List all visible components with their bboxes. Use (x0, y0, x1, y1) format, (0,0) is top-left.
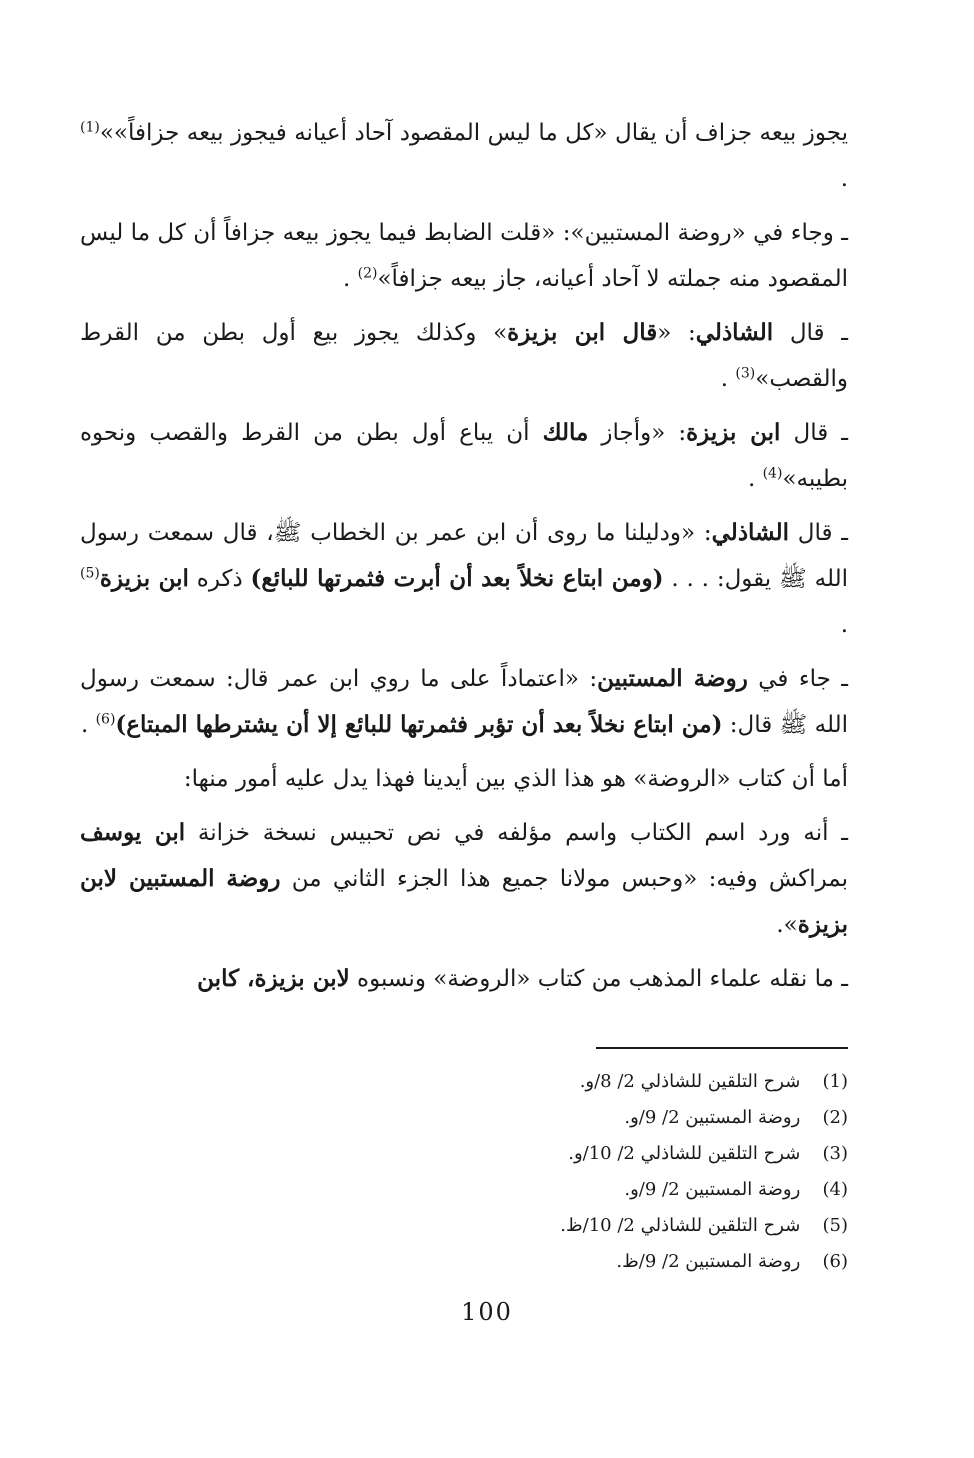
bold-text: مالك (542, 419, 589, 446)
punctuation: . (747, 466, 763, 492)
footnote-separator (596, 1047, 848, 1049)
footnote-text: شرح التلقين للشاذلي 2/ 10/و. (568, 1143, 806, 1164)
footnote-text: شرح التلقين للشاذلي 2/ 8/و. (579, 1071, 806, 1092)
footnote-ref[interactable]: (5) (80, 565, 100, 582)
paragraph (80, 310, 848, 402)
footnote-text: روضة المستبين 2/ 9/و. (624, 1107, 806, 1128)
text-run: أما أن كتاب «الروضة» هو هذا الذي بين أيدينا فهذا يدل عليه أمور منها: (183, 766, 848, 792)
footnote-number: (2) (822, 1107, 848, 1128)
footnote-text: روضة المستبين 2/ 9/ظ. (616, 1251, 806, 1272)
bold-text: (ومن ابتاع نخلاً بعد أن أبرت فثمرتها للبائع) (250, 565, 664, 592)
text-run: ـ جاء في (747, 666, 848, 692)
footnote-number: (4) (822, 1179, 848, 1200)
main-text (80, 110, 848, 1010)
footnote-item (400, 1208, 848, 1244)
bold-text: قال ابن بزيزة (507, 319, 658, 346)
text-run: : «وأجاز (588, 420, 687, 446)
text-run: ـ قال (773, 320, 848, 346)
punctuation: . (840, 612, 848, 638)
text-run: » وكذلك يجوز بيع أول بطن من القرط والقصب» (80, 320, 848, 392)
footnote-item (400, 1136, 848, 1172)
paragraph (80, 210, 848, 302)
text-run: ـ قال (780, 420, 848, 446)
paragraph (80, 756, 848, 802)
text-run: ـ وجاء في «روضة المستبين»: «قلت الضابط فيما يجوز بيعه جزافاً أن كل ما ليس المقصود منه جملته لا آحاد أعيانه، جاز بيعه جزافاً» (80, 220, 848, 292)
paragraph (80, 810, 848, 948)
footnote-text: شرح التلقين للشاذلي 2/ 10/ظ. (560, 1215, 806, 1236)
footnote-ref[interactable]: (4) (762, 465, 783, 482)
bold-text: روضة المستبين لابن بزيزة (80, 865, 848, 938)
footnotes (400, 1064, 848, 1280)
bold-text: الشاذلي (695, 319, 774, 346)
footnote-item (400, 1064, 848, 1100)
footnote-number: (1) (822, 1071, 848, 1092)
paragraph (80, 410, 848, 502)
punctuation: . (720, 366, 736, 392)
punctuation: . (80, 712, 96, 738)
text-run: ـ قال (789, 520, 849, 546)
text-run: بمراكش وفيه: «وحبس مولانا جميع هذا الجزء الثاني من (280, 866, 848, 892)
footnote-ref[interactable]: (6) (95, 711, 116, 728)
footnote-item (400, 1100, 848, 1136)
bold-text: ابن بزيزة (99, 565, 189, 592)
paragraph (80, 656, 848, 748)
bold-text: (من ابتاع نخلاً بعد أن تؤبر فثمرتها للبائع إلا أن يشترطها المبتاع) (115, 711, 723, 738)
footnote-ref[interactable]: (3) (735, 365, 756, 382)
footnote-item (400, 1172, 848, 1208)
paragraph (80, 110, 848, 202)
punctuation: . (342, 266, 358, 292)
footnote-text: روضة المستبين 2/ 9/و. (624, 1179, 806, 1200)
bold-text: لابن بزيزة، كابن (197, 965, 350, 992)
footnote-number: (6) (822, 1251, 848, 1272)
bold-text: الشاذلي (711, 519, 789, 546)
text-run: ». (776, 912, 798, 938)
footnote-ref[interactable]: (1) (80, 119, 100, 136)
text-run: ـ ما نقله علماء المذهب من كتاب «الروضة» ونسبوه (349, 966, 848, 992)
paragraph (80, 956, 848, 1002)
text-run: : «اعتماداً على ما روي ابن عمر قال: سمعت رسول الله ﷺ قال: (80, 666, 848, 738)
text-run: : « (657, 320, 696, 346)
bold-text: ابن يوسف (80, 819, 186, 846)
footnote-ref[interactable]: (2) (357, 265, 378, 282)
text-run: يجوز بيعه جزاف أن يقال «كل ما ليس المقصود آحاد أعيانه فيجوز بيعه جزافاً»» (99, 120, 848, 146)
text-run: : «ودليلنا ما روى أن ابن عمر بن الخطاب ﷺ، قال سمعت رسول الله ﷺ يقول: . . . (80, 520, 848, 592)
paragraph (80, 510, 848, 648)
bold-text: روضة المستبين (597, 665, 748, 692)
footnote-number: (3) (822, 1143, 848, 1164)
punctuation: . (840, 166, 848, 192)
text-run: ـ أنه ورد اسم الكتاب واسم مؤلفه في نص تحبيس نسخة خزانة (185, 820, 849, 846)
footnote-item (400, 1244, 848, 1280)
footnote-number: (5) (822, 1215, 848, 1236)
bold-text: ابن بزيزة (686, 419, 781, 446)
text-run: أن يباع أول بطن من القرط والقصب ونحوه بطيبه» (80, 420, 848, 492)
text-run: ذكره (188, 566, 251, 592)
page-number: 100 (461, 1298, 513, 1326)
